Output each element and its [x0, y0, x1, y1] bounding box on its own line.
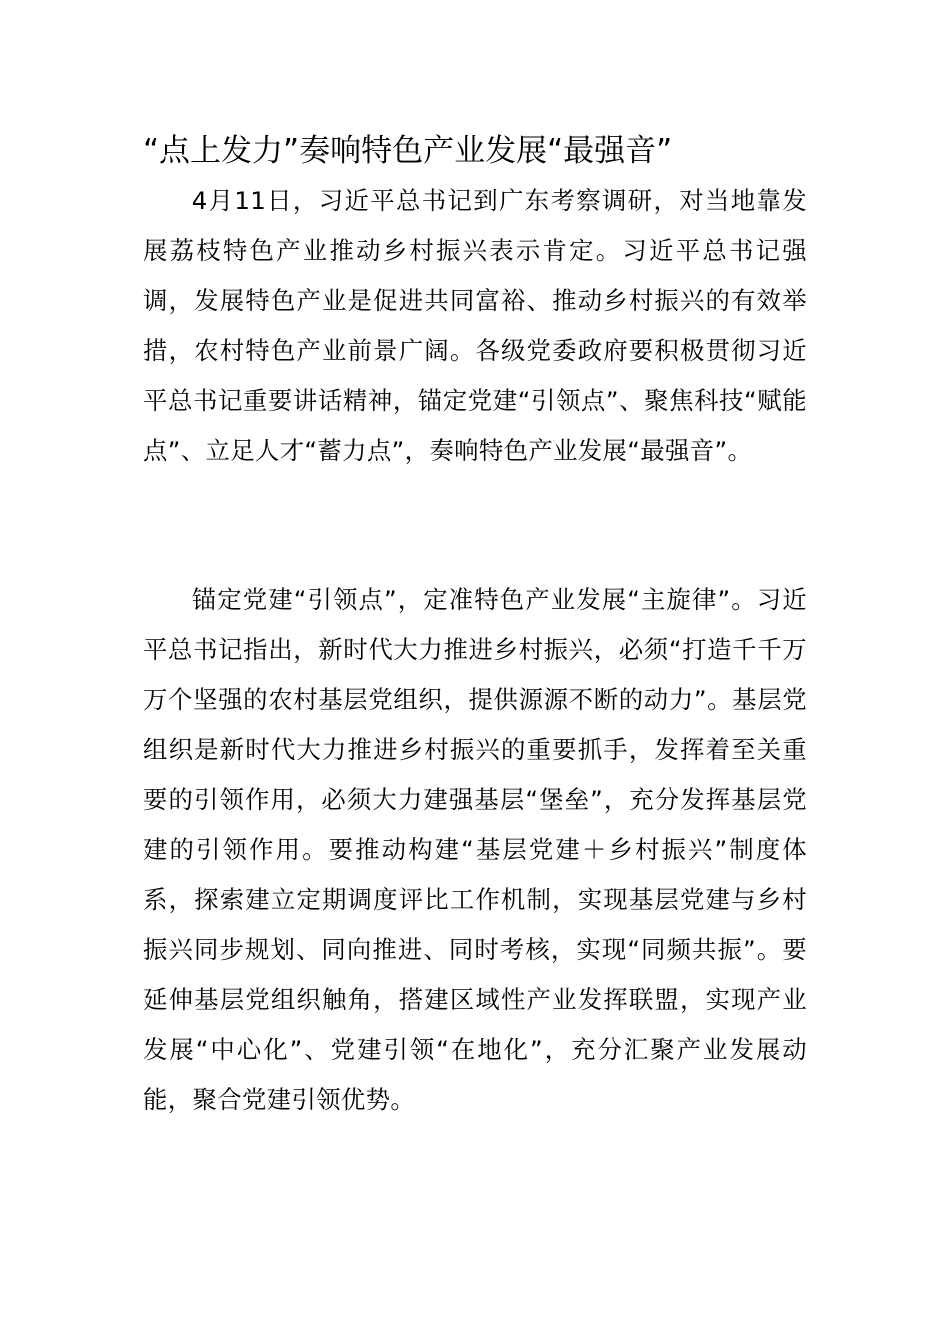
document-title: “点上发力”奏响特色产业发展“最强音” — [143, 133, 673, 169]
paragraph-party-building: 锚定党建“引领点”，定准特色产业发展“主旋律”。习近平总书记指出，新时代大力推进乡村振兴，必须“打造千千万万个坚强的农村基层党组织，提供源源不断的动力”。基层党组织是新时代大力推进乡村振兴的重要抓手，发挥着至关重要的引领作用，必须大力建强基层“堡垒”，充分发挥基层党建的引领作用。要推动构建“基层党建＋乡村振兴”制度体系，探索建立定期调度评比工作机制，实现基层党建与乡村振兴同步规划、同向推进、同时考核，实现“同频共振”。要延伸基层党组织触角，搭建区域性产业发挥联盟，实现产业发展“中心化”、党建引领“在地化”，充分汇聚产业发展动能，聚合党建引领优势。 — [143, 585, 807, 1114]
paragraph-intro: 4月11日，习近平总书记到广东考察调研，对当地靠发展荔枝特色产业推动乡村振兴表示肯定。习近平总书记强调，发展特色产业是促进共同富裕、推动乡村振兴的有效举措，农村特色产业前景广阔。各级党委政府要积极贯彻习近平总书记重要讲话精神，锚定党建“引领点”、聚焦科技“赋能点”、立足人才“蓄力点”，奏响特色产业发展“最强音”。 — [143, 186, 807, 465]
